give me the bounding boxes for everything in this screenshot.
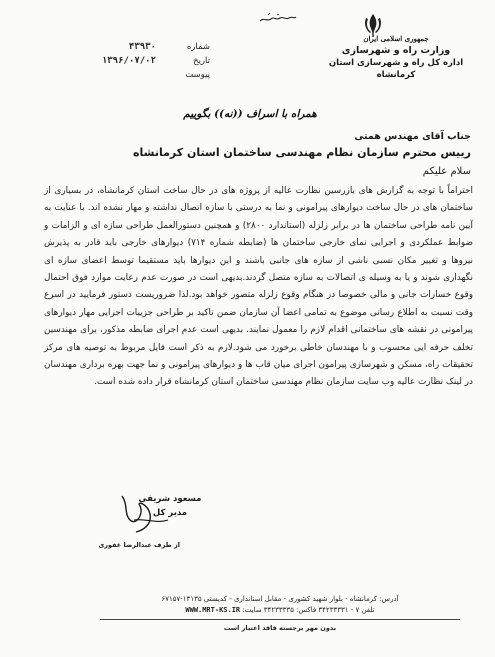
footer-address: آدرس: کرمانشاه - بلوار شهید کشوری - مقابل استانداری - کدپستی ۱۴۱۳۵-۶۷۱۵۷ <box>161 595 399 603</box>
footer-phones: تلفن ۷ - ۳۴۲۳۳۳۳۱ فاکس: ۳۴۲۳۳۳۳۵ سایت: <box>242 606 375 614</box>
attachment-label: پیوست <box>185 70 210 80</box>
footer-website: WWW.MRT-KS.IR <box>185 606 241 614</box>
slogan: همراه با اسراف ((نه)) بگوییم <box>183 108 317 120</box>
footer-contact <box>100 605 460 616</box>
number-row <box>30 40 210 54</box>
addressee <box>31 129 471 162</box>
addressee-title: رییس محترم سازمان نظام مهندسی ساختمان استان کرمانشاه <box>133 146 471 159</box>
body-paragraph: احتراماً با توجه به گزارش های بازرسین نظارت عالیه از پروژه های در حال ساخت استان کرمانشاه، در بسیاری از ساختمان های در حال ساخت دیوارهای پیرامونی و نما به درستی با سازه اتصال نداشته و مهار نشده اند. با عنایت به آیین نامه طراحی ساختمان ها در برابر زلزله (استاندارد ۲۸۰۰) و همچنین دستورالعمل طراحی سازه ای و الزامات و ضوابط عملکردی و اجرایی نمای خارجی ساختمان ها (ضابطه شماره ۷۱۴) دیوارهای خارجی باید قادر به پذیرش نیروها و تغییر مکان نسبی ناشی از سازه های جانبی باشند و این دیوارها باید مستقیما توسط اعضای سازه ای نگهداری شوند و یا به وسیله ی اتصالات به سازه متصل گردند.بدیهی است در صورت عدم رعایت موارد فوق احتمال وقوع خسارات جانی و مالی خصوصا در هنگام وقوع زلزله متصور خواهد بود.لذا ضروریست دستور فرمایید در اسرع وقت نسبت به اطلاع رسانی موضوع به تمامی اعضا آن سازمان ضمن تاکید بر طراحی جزییات اجرایی مهار دیوارهای پیرامونی در نقشه های ساختمانی اقدام لازم را معمول نمایند. بدیهی است عدم اجرای ضابطه مذکور، برای مهندسین تخلف حرفه ایی محسوب و با مهندسان خاطی برخورد می شود.لازم به ذکر است فایل مربوط به توصیه های مرکز تحقیقات راه، مسکن و شهرسازی پیرامون اجرای میان قاب ها و دیوارهای پیرامونی و نما جهت بهره برداری مهندسان در لینک نظارت عالیه وب سایت سازمان نظام مهندسی ساختمان استان کرمانشاه قرار داده شده است. <box>44 186 473 388</box>
signer-name: مسعود شریفی <box>138 494 202 504</box>
letter-body <box>44 183 473 392</box>
attachment-row <box>30 68 210 82</box>
date-label: تاریخ <box>193 56 210 66</box>
signer-title: مدیر کل <box>152 508 188 518</box>
basmala-calligraphy <box>258 12 298 24</box>
signer-block <box>130 492 210 520</box>
footer-divider <box>100 619 460 620</box>
number-value: ۴۳۹۳۰ <box>128 42 156 52</box>
letter-footer <box>100 594 460 632</box>
org-ministry: وزارت راه و شهرسازی <box>341 45 451 56</box>
greeting: سلام علیکم <box>422 166 471 177</box>
organization-header <box>311 34 481 81</box>
number-label: شماره <box>186 42 210 52</box>
footer-validity-note: بدون مهر برجسته فاقد اعتبار است <box>223 624 337 632</box>
org-department: اداره کل راه و شهرسازی استان کرمانشاه <box>328 58 464 80</box>
addressee-name: جناب آقای مهندس همتی <box>354 131 471 142</box>
date-row <box>30 54 210 68</box>
letter-meta <box>30 40 210 82</box>
date-value: ۱۳۹۶/۰۷/۰۲ <box>101 56 156 66</box>
on-behalf-note: از طرف عبدالرضا غفوری <box>98 541 180 549</box>
org-country: جمهوری اسلامی ایران <box>363 34 429 43</box>
